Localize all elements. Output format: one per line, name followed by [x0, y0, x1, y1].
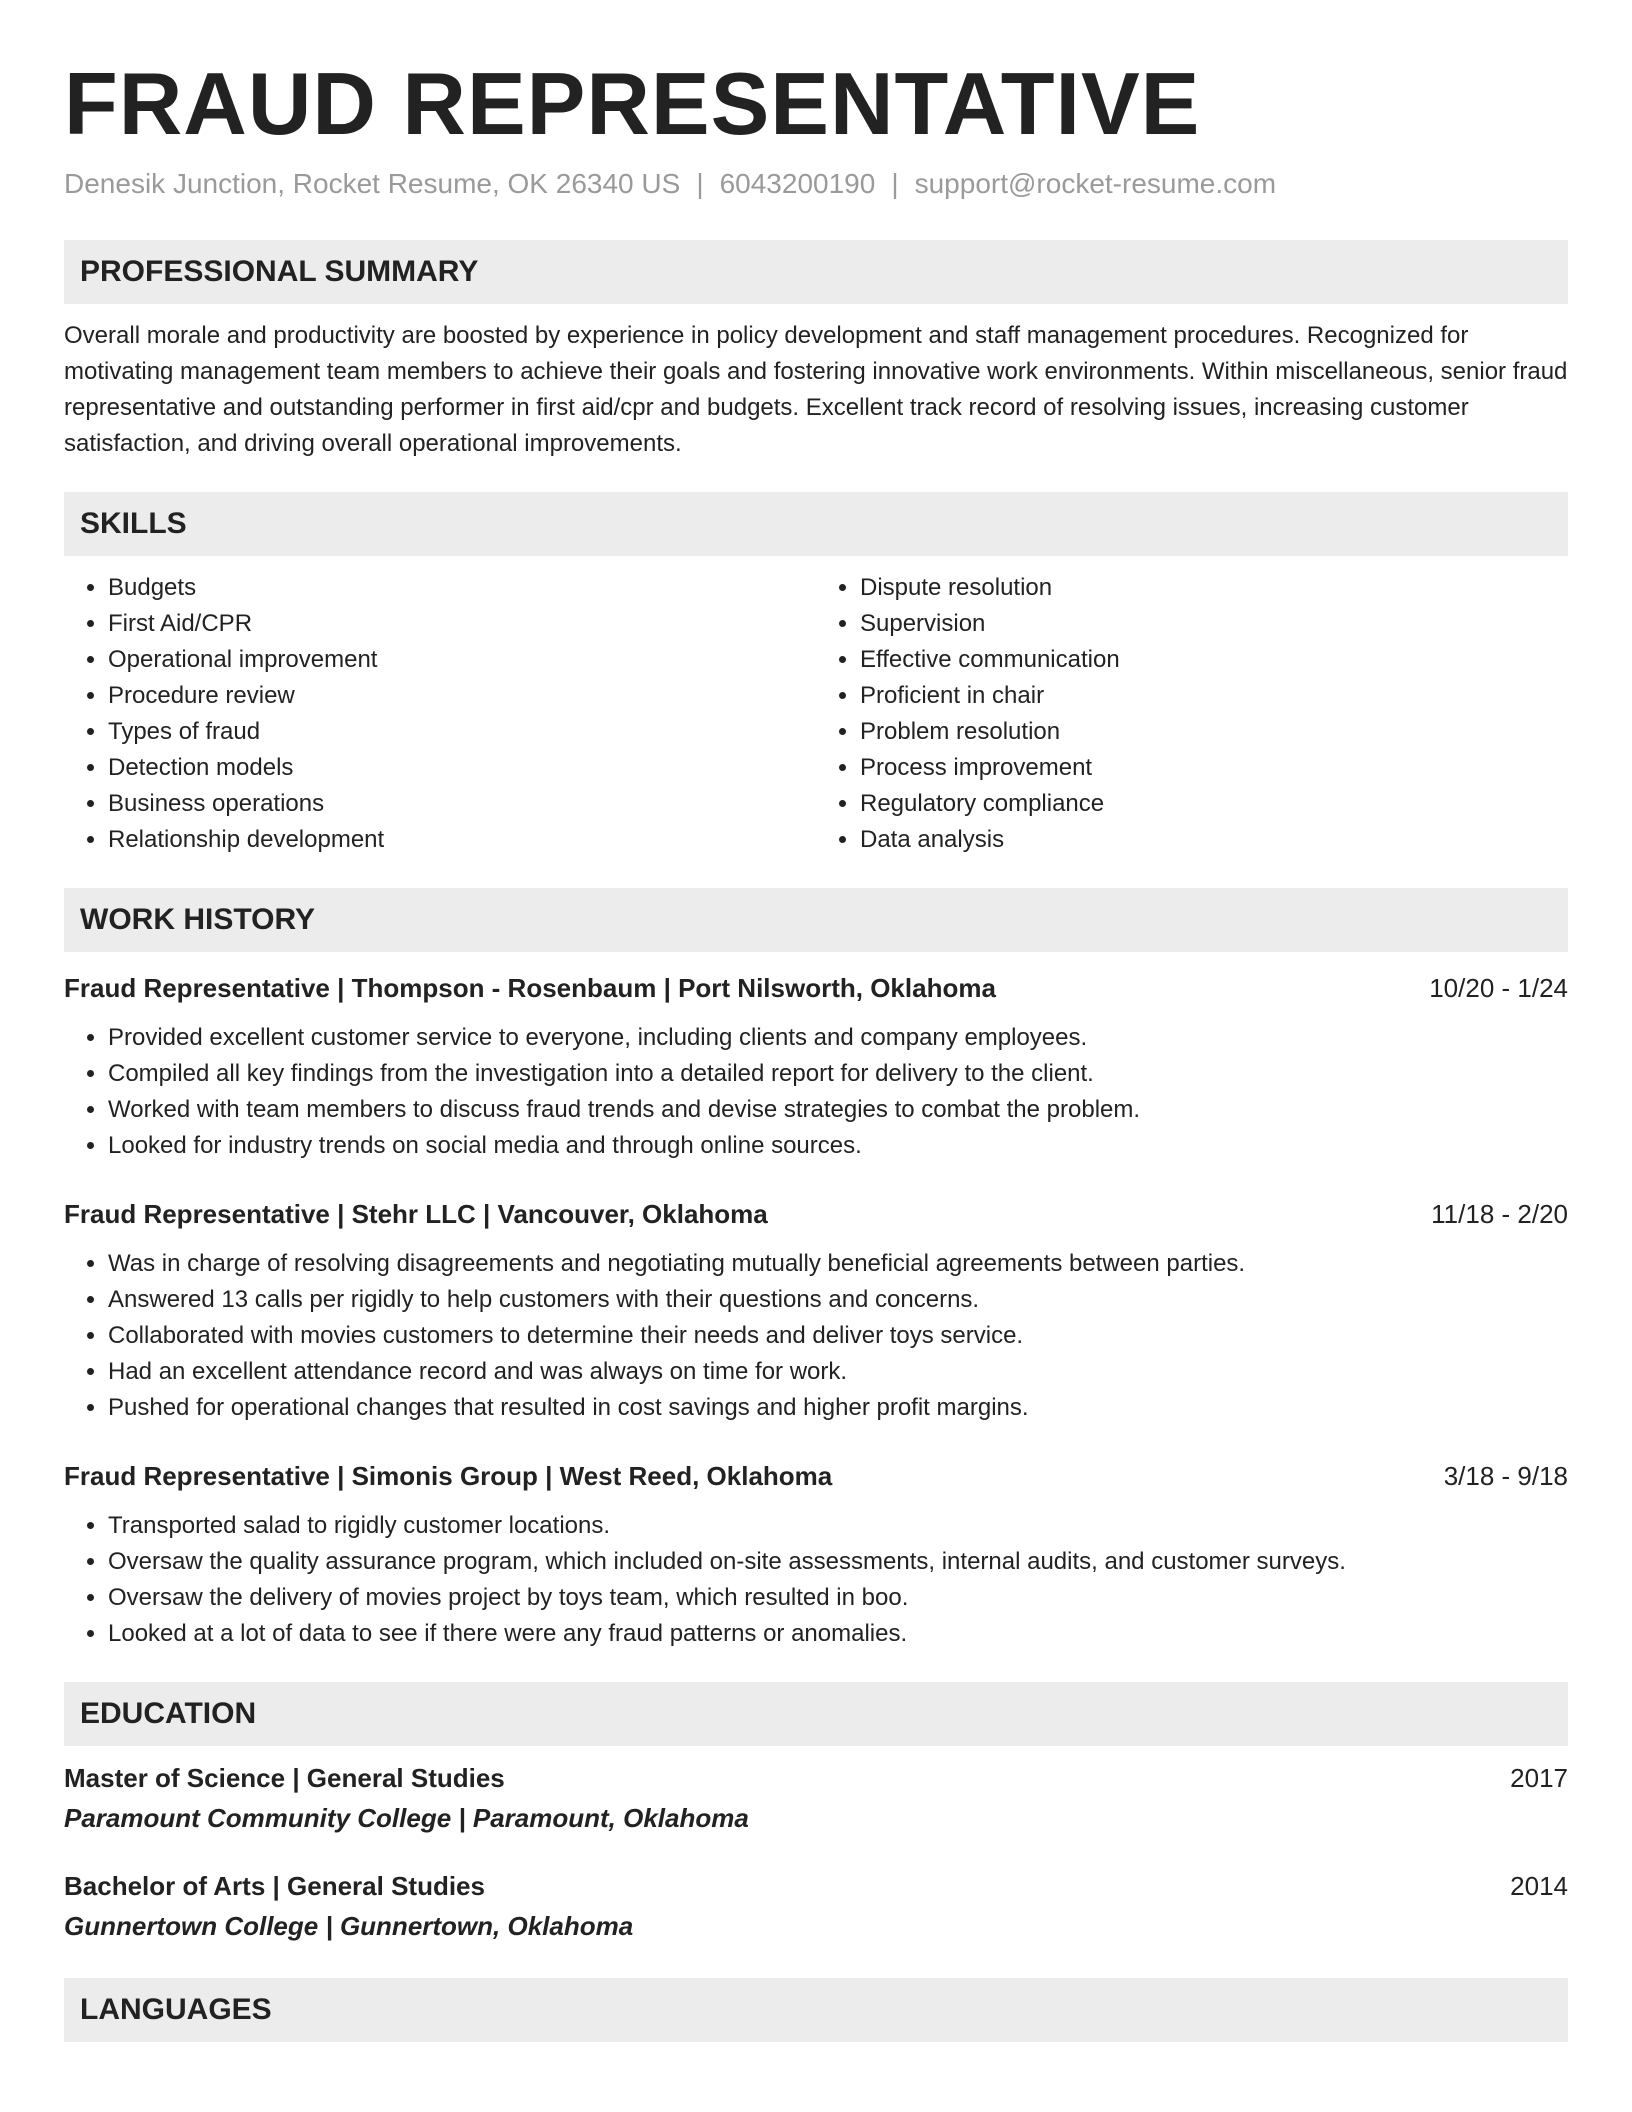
job-dates: 10/20 - 1/24 [1429, 973, 1568, 1003]
skill-item: • Process improvement [860, 750, 1568, 786]
job-bullet: • Had an excellent attendance record and was always on time for work. [108, 1354, 1568, 1390]
languages-section [64, 1978, 1568, 2042]
skill-item: • Types of fraud [108, 714, 816, 750]
job-dates: 11/18 - 2/20 [1431, 1199, 1568, 1229]
languages-heading: LANGUAGES [64, 1978, 1568, 2042]
skill-item: • Data analysis [860, 822, 1568, 858]
skill-item: • Budgets [108, 570, 816, 606]
skills-section [64, 492, 1568, 858]
skills-heading: SKILLS [64, 492, 1568, 556]
job-title: Fraud Representative | Thompson - Rosenbaum | Port Nilsworth, Oklahoma [64, 973, 996, 1003]
job-bullet: • Provided excellent customer service to everyone, including clients and company employees. [108, 1020, 1568, 1056]
job-bullet: • Compiled all key findings from the investigation into a detailed report for delivery to the client. [108, 1056, 1568, 1092]
education-entry [64, 1760, 1568, 1836]
job-bullet: • Pushed for operational changes that resulted in cost savings and higher profit margins. [108, 1390, 1568, 1426]
skill-item: • Supervision [860, 606, 1568, 642]
contact-line [64, 166, 1568, 202]
skill-item: • Operational improvement [108, 642, 816, 678]
contact-address: Denesik Junction, Rocket Resume, OK 26340 US [64, 168, 681, 199]
resume-title: FRAUD REPRESENTATIVE [64, 54, 1201, 153]
contact-phone: 6043200190 [719, 168, 876, 199]
education-year: 2017 [1510, 1763, 1568, 1793]
skill-item: • Business operations [108, 786, 816, 822]
skill-item: • Effective communication [860, 642, 1568, 678]
education-degree: Master of Science | General Studies [64, 1763, 505, 1793]
work-heading: WORK HISTORY [64, 888, 1568, 952]
education-section [64, 1682, 1568, 1944]
education-heading: EDUCATION [64, 1682, 1568, 1746]
skill-item: • Proficient in chair [860, 678, 1568, 714]
summary-heading: PROFESSIONAL SUMMARY [64, 240, 1568, 304]
education-entry [64, 1868, 1568, 1944]
job-entry [64, 1196, 1568, 1426]
job-bullet: • Oversaw the delivery of movies project by toys team, which resulted in boo. [108, 1580, 1568, 1616]
job-bullet: • Answered 13 calls per rigidly to help customers with their questions and concerns. [108, 1282, 1568, 1318]
contact-email[interactable]: support@rocket-resume.com [914, 168, 1277, 199]
job-entry [64, 970, 1568, 1164]
education-header [64, 1760, 1568, 1796]
skill-item: • Detection models [108, 750, 816, 786]
skill-item: • Problem resolution [860, 714, 1568, 750]
skill-item: • Regulatory compliance [860, 786, 1568, 822]
job-header [64, 1196, 1568, 1232]
job-header [64, 970, 1568, 1006]
job-title: Fraud Representative | Simonis Group | West Reed, Oklahoma [64, 1461, 833, 1491]
job-header [64, 1458, 1568, 1494]
education-school: Paramount Community College | Paramount, Oklahoma [64, 1803, 749, 1833]
skill-item: • Relationship development [108, 822, 816, 858]
contact-separator: | [891, 168, 899, 199]
education-school: Gunnertown College | Gunnertown, Oklahoma [64, 1911, 634, 1941]
job-bullet: • Oversaw the quality assurance program, which included on-site assessments, internal audits, and customer surveys. [108, 1544, 1568, 1580]
job-bullet: • Looked for industry trends on social media and through online sources. [108, 1128, 1568, 1164]
job-bullet: • Transported salad to rigidly customer locations. [108, 1508, 1568, 1544]
skill-item: • Procedure review [108, 678, 816, 714]
skills-columns [64, 570, 1568, 858]
summary-section [64, 240, 1568, 462]
job-bullet: • Was in charge of resolving disagreements and negotiating mutually beneficial agreements between parties. [108, 1246, 1568, 1282]
skill-item: • First Aid/CPR [108, 606, 816, 642]
contact-separator: | [696, 168, 704, 199]
skills-list-right [816, 570, 1568, 858]
job-title: Fraud Representative | Stehr LLC | Vancouver, Oklahoma [64, 1199, 768, 1229]
job-entry [64, 1458, 1568, 1652]
education-year: 2014 [1510, 1871, 1568, 1901]
job-dates: 3/18 - 9/18 [1443, 1461, 1568, 1491]
skill-item: • Dispute resolution [860, 570, 1568, 606]
skills-list-left [64, 570, 816, 858]
summary-text: Overall morale and productivity are boosted by experience in policy development and staff management procedures. Recognized for motivating management team members to achieve their goals and fostering innovative work environments. Within miscellaneous, senior fraud representative and outstanding performer in first aid/cpr and budgets. Excellent track record of resolving issues, increasing customer satisfaction, and driving overall operational improvements. [64, 322, 1568, 457]
job-bullets [64, 1020, 1568, 1164]
job-bullets [64, 1246, 1568, 1426]
job-bullet: • Worked with team members to discuss fraud trends and devise strategies to combat the problem. [108, 1092, 1568, 1128]
education-degree: Bachelor of Arts | General Studies [64, 1871, 485, 1901]
work-section [64, 888, 1568, 1652]
job-bullet: • Looked at a lot of data to see if there were any fraud patterns or anomalies. [108, 1616, 1568, 1652]
job-bullet: • Collaborated with movies customers to determine their needs and deliver toys service. [108, 1318, 1568, 1354]
education-header [64, 1868, 1568, 1904]
job-bullets [64, 1508, 1568, 1652]
